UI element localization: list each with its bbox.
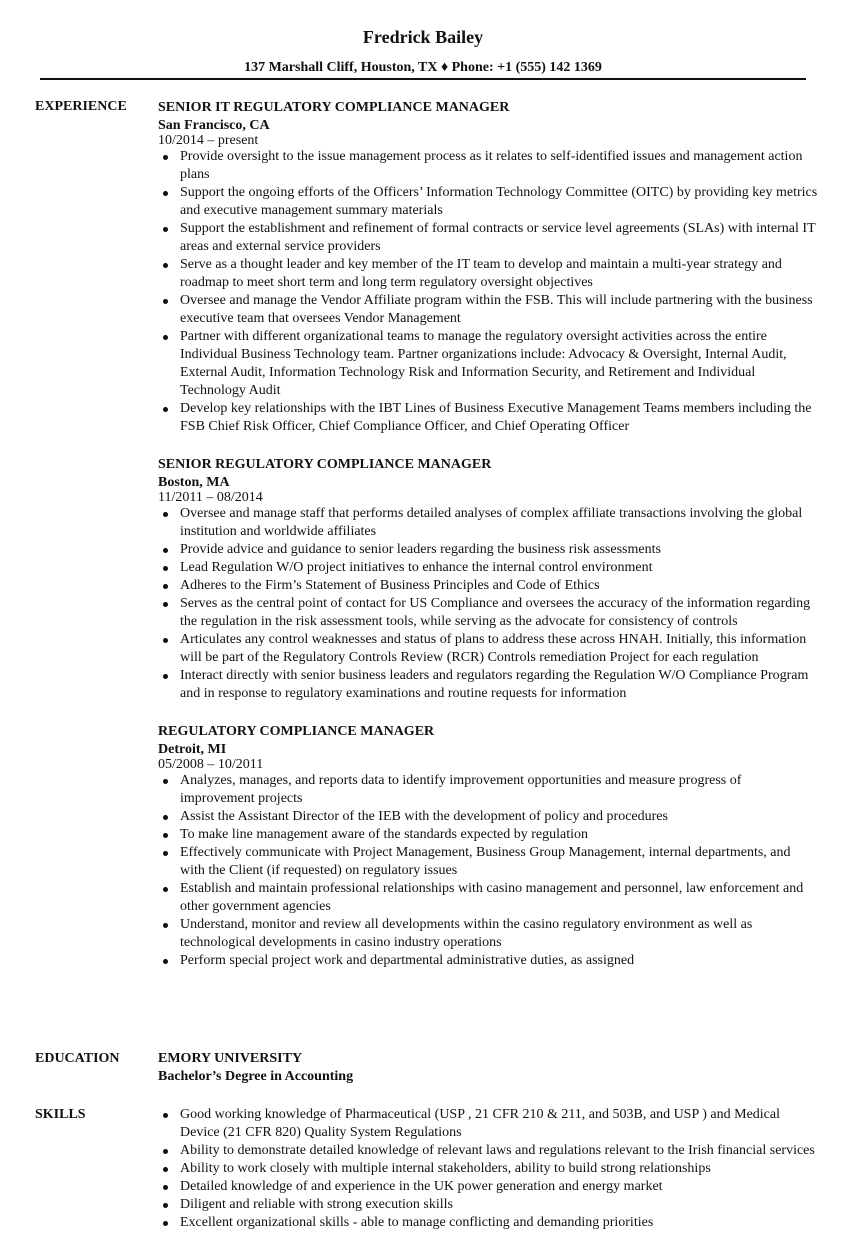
skill-item [158,1196,818,1214]
job-entry [158,98,818,436]
bullet-item [158,292,818,328]
bullet-icon [163,512,168,517]
skill-text: Detailed knowledge of and experience in the UK power generation and energy market [180,1179,663,1194]
bullet-text: Assist the Assistant Director of the IEB with the development of policy and procedures [180,809,668,824]
job-location: Boston, MA [158,475,230,490]
job-bullets [158,772,818,970]
bullet-icon [163,335,168,340]
bullet-icon [163,191,168,196]
skill-item [158,1160,818,1178]
job-location: San Francisco, CA [158,118,270,133]
bullet-icon [163,1167,168,1172]
bullet-text: Serves as the central point of contact for US Compliance and oversees the accuracy of the information regarding the regulation in the risk assessment tools, while serving as the advocate for consistency of controls [180,596,811,629]
job-dates: 11/2011 – 08/2014 [158,490,263,505]
resume-name: Fredrick Bailey [362,27,484,47]
bullet-item [158,952,818,970]
bullet-text: Provide advice and guidance to senior leaders regarding the business risk assessments [180,542,661,557]
job-dates: 05/2008 – 10/2011 [158,757,264,772]
bullet-item [158,220,818,256]
bullet-item [158,328,818,400]
bullet-text: Partner with different organizational teams to manage the regulatory oversight activities across the entire Individual Business Technology team. Partner organizations include: Advocacy & Oversight, Internal Audit, External Audit, Information Technology Risk and Information Security, and Retirement and Individual Technology Audit [180,329,787,398]
bullet-icon [163,1185,168,1190]
bullet-icon [163,887,168,892]
bullet-text: Support the ongoing efforts of the Officers’ Information Technology Committee (OITC) by providing key metrics and executive management summary materials [180,185,818,218]
bullet-icon [163,959,168,964]
bullet-item [158,595,818,631]
bullet-item [158,826,818,844]
bullet-text: To make line management aware of the standards expected by regulation [180,827,588,842]
bullet-item [158,505,818,541]
bullet-icon [163,602,168,607]
bullet-text: Provide oversight to the issue management process as it relates to self-identified issues and management action plans [180,149,803,182]
bullet-item [158,184,818,220]
job-entry [158,455,818,703]
bullet-item [158,148,818,184]
bullet-icon [163,263,168,268]
bullet-item [158,541,818,559]
bullet-item [158,400,818,436]
bullet-icon [163,548,168,553]
skills-heading: SKILLS [35,1107,86,1122]
bullet-icon [163,923,168,928]
job-entry [158,722,818,970]
bullet-item [158,916,818,952]
bullet-icon [163,833,168,838]
bullet-icon [163,815,168,820]
bullet-item [158,808,818,826]
job-bullets [158,148,818,436]
bullet-icon [163,674,168,679]
bullet-text: Develop key relationships with the IBT Lines of Business Executive Management Teams members including the FSB Chief Risk Officer, Chief Compliance Officer, and Chief Operating Officer [180,401,812,434]
skills-section [158,1106,818,1232]
bullet-text: Articulates any control weaknesses and status of plans to address these across HNAH. Initially, this information will be part of the Regulatory Controls Review (RCR) Controls remediation Project for each regulation [180,632,807,665]
bullet-icon [163,584,168,589]
skill-text: Diligent and reliable with strong execution skills [180,1197,453,1212]
bullet-text: Lead Regulation W/O project initiatives to enhance the internal control environment [180,560,653,575]
bullet-item [158,559,818,577]
bullet-text: Perform special project work and departmental administrative duties, as assigned [180,953,635,968]
bullet-item [158,667,818,703]
job-dates: 10/2014 – present [158,133,259,148]
bullet-item [158,880,818,916]
education-school: EMORY UNIVERSITY [158,1051,303,1066]
bullet-item [158,631,818,667]
bullet-text: Adheres to the Firm’s Statement of Business Principles and Code of Ethics [180,578,600,593]
skill-text: Good working knowledge of Pharmaceutical (USP , 21 CFR 210 & 211, and 503B, and USP ) and Medical Device (21 CFR 820) Quality System Regulations [180,1107,780,1140]
bullet-icon [163,407,168,412]
education-heading: EDUCATION [35,1051,120,1066]
bullet-text: Understand, monitor and review all developments within the casino regulatory environment as well as technological developments in casino industry operations [180,917,753,950]
bullet-icon [163,1113,168,1118]
bullet-text: Oversee and manage staff that performs detailed analyses of complex affiliate transactions involving the global institution and worldwide affiliates [180,506,803,539]
contact-line: 137 Marshall Cliff, Houston, TX ♦ Phone: +1 (555) 142 1369 [244,60,602,75]
bullet-icon [163,566,168,571]
bullet-icon [163,851,168,856]
bullet-item [158,844,818,880]
skill-item [158,1142,818,1160]
skill-item [158,1214,818,1232]
bullet-icon [163,779,168,784]
bullet-icon [163,638,168,643]
bullet-text: Establish and maintain professional relationships with casino management and personnel, law enforcement and other government agencies [180,881,804,914]
job-title: SENIOR IT REGULATORY COMPLIANCE MANAGER [158,100,510,115]
bullet-icon [163,155,168,160]
job-title: REGULATORY COMPLIANCE MANAGER [158,724,435,739]
job-location: Detroit, MI [158,742,227,757]
bullet-icon [163,299,168,304]
education-degree: Bachelor’s Degree in Accounting [158,1069,354,1084]
bullet-icon [163,227,168,232]
bullet-icon [163,1221,168,1226]
skill-text: Ability to demonstrate detailed knowledge of relevant laws and regulations relevant to the Irish financial services [180,1143,815,1158]
skill-item [158,1106,818,1142]
bullet-text: Effectively communicate with Project Management, Business Group Management, internal departments, and with the Client (if requested) on regulatory issues [180,845,791,878]
bullet-icon [163,1149,168,1154]
bullet-icon [163,1203,168,1208]
bullet-item [158,772,818,808]
bullet-text: Analyzes, manages, and reports data to identify improvement opportunities and measure progress of improvement projects [180,773,742,806]
job-title: SENIOR REGULATORY COMPLIANCE MANAGER [158,457,492,472]
bullet-text: Serve as a thought leader and key member of the IT team to develop and maintain a multi-year strategy and roadmap to meet short term and long term regulatory oversight objectives [180,257,782,290]
bullet-text: Oversee and manage the Vendor Affiliate program within the FSB. This will include partnering with the business executive team that oversees Vendor Management [180,293,813,326]
job-bullets [158,505,818,703]
skills-list [158,1106,818,1232]
experience-heading: EXPERIENCE [35,99,127,114]
bullet-item [158,577,818,595]
bullet-item [158,256,818,292]
skill-text: Excellent organizational skills - able to manage conflicting and demanding priorities [180,1215,654,1230]
header-divider [40,78,806,80]
experience-section [158,98,818,989]
education-section [158,1050,818,1086]
skill-text: Ability to work closely with multiple internal stakeholders, ability to build strong relationships [180,1161,711,1176]
bullet-text: Support the establishment and refinement of formal contracts or service level agreements (SLAs) with internal IT areas and external service providers [180,221,816,254]
bullet-text: Interact directly with senior business leaders and regulators regarding the Regulation W/O Compliance Program and in response to regulatory examinations and routine requests for information [180,668,809,701]
skill-item [158,1178,818,1196]
